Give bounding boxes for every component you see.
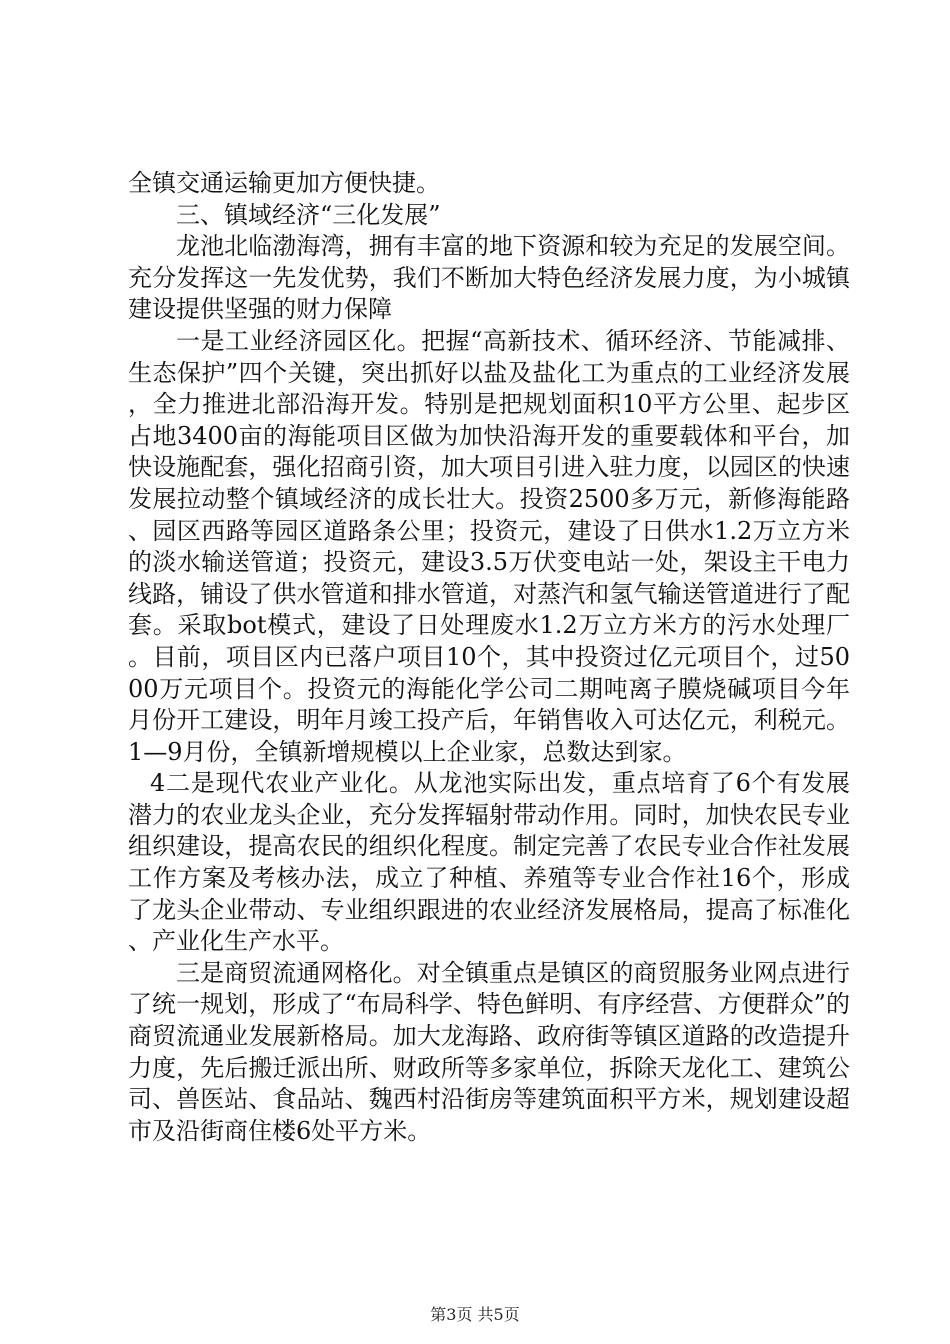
paragraph-intro: 龙池北临渤海湾，拥有丰富的地下资源和较为充足的发展空间。充分发挥这一先发优势，我们不断加大特色经济发展力度，为小城镇建设提供坚强的财力保障 (128, 232, 850, 324)
paragraph-industry: 一是工业经济园区化。把握“高新技术、循环经济、节能减排、生态保护”四个关键，突出抓好以盐及盐化工为重点的工业经济发展，全力推进北部沿海开发。特别是把规划面积10平方公里、起步区占地3400亩的海能项目区做为加快沿海开发的重要载体和平台，加快设施配套，强化招商引资，加大项目引进入驻力度，以园区的快速发展拉动整个镇域经济的成长壮大。投资2500多万元，新修海能路、园区西路等园区道路条公里；投资元，建设了日供水1.2万立方米的淡水输送管道；投资元，建设3.5万伏变电站一处，架设主干电力线路，铺设了供水管道和排水管道，对蒸汽和氢气输送管道进行了配套。采取bot模式，建设了日处理废水1.2万立方米方的污水处理厂。目前，项目区内已落户项目10个，其中投资过亿元项目个，过5000万元项目个。投资元的海能化学公司二期吨离子膜烧碱项目今年月份开工建设，明年月竣工投产后，年销售收入可达亿元，利税元。1—9月份，全镇新增规模以上企业家，总数达到家。 (128, 326, 850, 766)
section-heading: 三、镇域经济“三化发展” (176, 200, 441, 229)
page-number: 第3页 共5页 (430, 1305, 520, 1324)
document-body (128, 168, 850, 1147)
paragraph-agriculture: 4二是现代农业产业化。从龙池实际出发，重点培育了6个有发展潜力的农业龙头企业，充分发挥辐射带动作用。同时，加快农民专业组织建设，提高农民的组织化程度。制定完善了农民专业合作社发展工作方案及考核办法，成立了种植、养殖等专业合作社16个，形成了龙头企业带动、专业组织跟进的农业经济发展格局，提高了标准化、产业化生产水平。 (128, 769, 850, 956)
paragraph-commerce: 三是商贸流通网格化。对全镇重点是镇区的商贸服务业网点进行了统一规划，形成了“布局科学、特色鲜明、有序经营、方便群众”的商贸流通业发展新格局。加大龙海路、政府街等镇区道路的改造提升力度，先后搬迁派出所、财政所等多家单位，拆除天龙化工、建筑公司、兽医站、食品站、魏西村沿街房等建筑面积平方米，规划建设超市及沿街商住楼6处平方米。 (128, 958, 850, 1145)
paragraph-transport: 全镇交通运输更加方便快捷。 (128, 169, 440, 197)
